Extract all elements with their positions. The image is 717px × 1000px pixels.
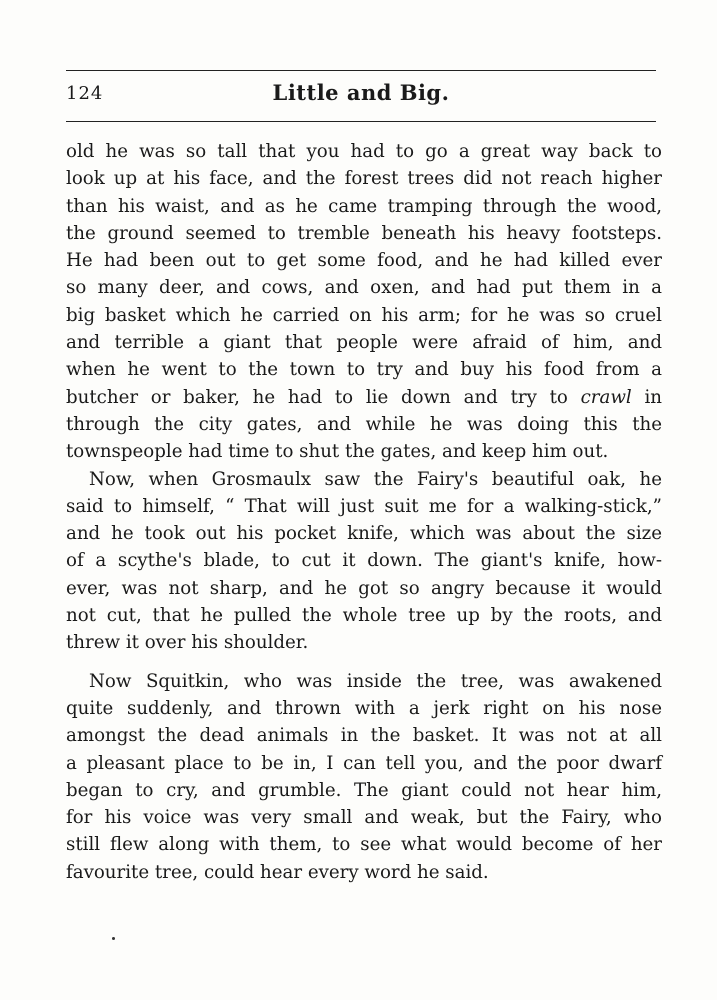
text-line: butcher or baker, he had to lie down and try to crawl in	[66, 386, 662, 408]
text-line: for his voice was very small and weak, but the Fairy, who	[66, 807, 662, 829]
text-line: when he went to the town to try and buy his food from a	[66, 359, 662, 381]
header-rule-bottom	[66, 121, 656, 122]
header-rule-top	[66, 70, 656, 71]
text-line: He had been out to get some food, and he had killed ever	[66, 250, 662, 272]
paragraph-gap	[66, 657, 662, 668]
text-line: through the city gates, and while he was doing this the	[66, 413, 662, 435]
text-line: townspeople had time to shut the gates, and keep him out.	[66, 441, 609, 463]
text-line: big basket which he carried on his arm; for he was so cruel	[66, 304, 662, 326]
text-line: ever, was not sharp, and he got so angry because it would	[66, 577, 662, 599]
text-line: amongst the dead animals in the basket. It was not at all	[66, 725, 662, 747]
paragraph	[66, 668, 662, 886]
text-line: the ground seemed to tremble beneath his heavy footsteps.	[66, 222, 662, 244]
text-line: than his waist, and as he came tramping through the wood,	[66, 195, 662, 217]
text-line: Now Squitkin, who was inside the tree, was awakened	[89, 670, 662, 692]
text-line: and he took out his pocket knife, which was about the size	[66, 523, 662, 545]
running-head-title: Little and Big.	[272, 80, 450, 105]
italic-emphasis: crawl	[580, 386, 632, 408]
paragraph	[66, 466, 662, 657]
text-line: still flew along with them, to see what would become of her	[66, 834, 662, 856]
page-header	[66, 80, 656, 112]
text-line: not cut, that he pulled the whole tree up by the roots, and	[66, 605, 662, 627]
text-line: so many deer, and cows, and oxen, and had put them in a	[66, 277, 662, 299]
text-line: old he was so tall that you had to go a great way back to	[66, 141, 662, 162]
paragraph	[66, 138, 662, 466]
text-line: favourite tree, could hear every word he said.	[66, 861, 489, 883]
text-line: quite suddenly, and thrown with a jerk right on his nose	[66, 697, 662, 719]
text-line: Now, when Grosmaulx saw the Fairy's beautiful oak, he	[89, 468, 662, 490]
body-text	[66, 138, 662, 886]
text-line: began to cry, and grumble. The giant could not hear him,	[66, 779, 662, 801]
ink-speck	[112, 937, 115, 940]
text-line: threw it over his shoulder.	[66, 632, 309, 654]
text-line: a pleasant place to be in, I can tell you, and the poor dwarf	[66, 752, 662, 774]
text-line: look up at his face, and the forest trees did not reach higher	[66, 168, 662, 190]
text-line: and terrible a giant that people were afraid of him, and	[66, 332, 662, 354]
page-number: 124	[66, 83, 104, 104]
text-line: of a scythe's blade, to cut it down. The giant's knife, how-	[66, 550, 662, 572]
text-line: said to himself, “ That will just suit me for a walking-stick,”	[66, 495, 662, 517]
